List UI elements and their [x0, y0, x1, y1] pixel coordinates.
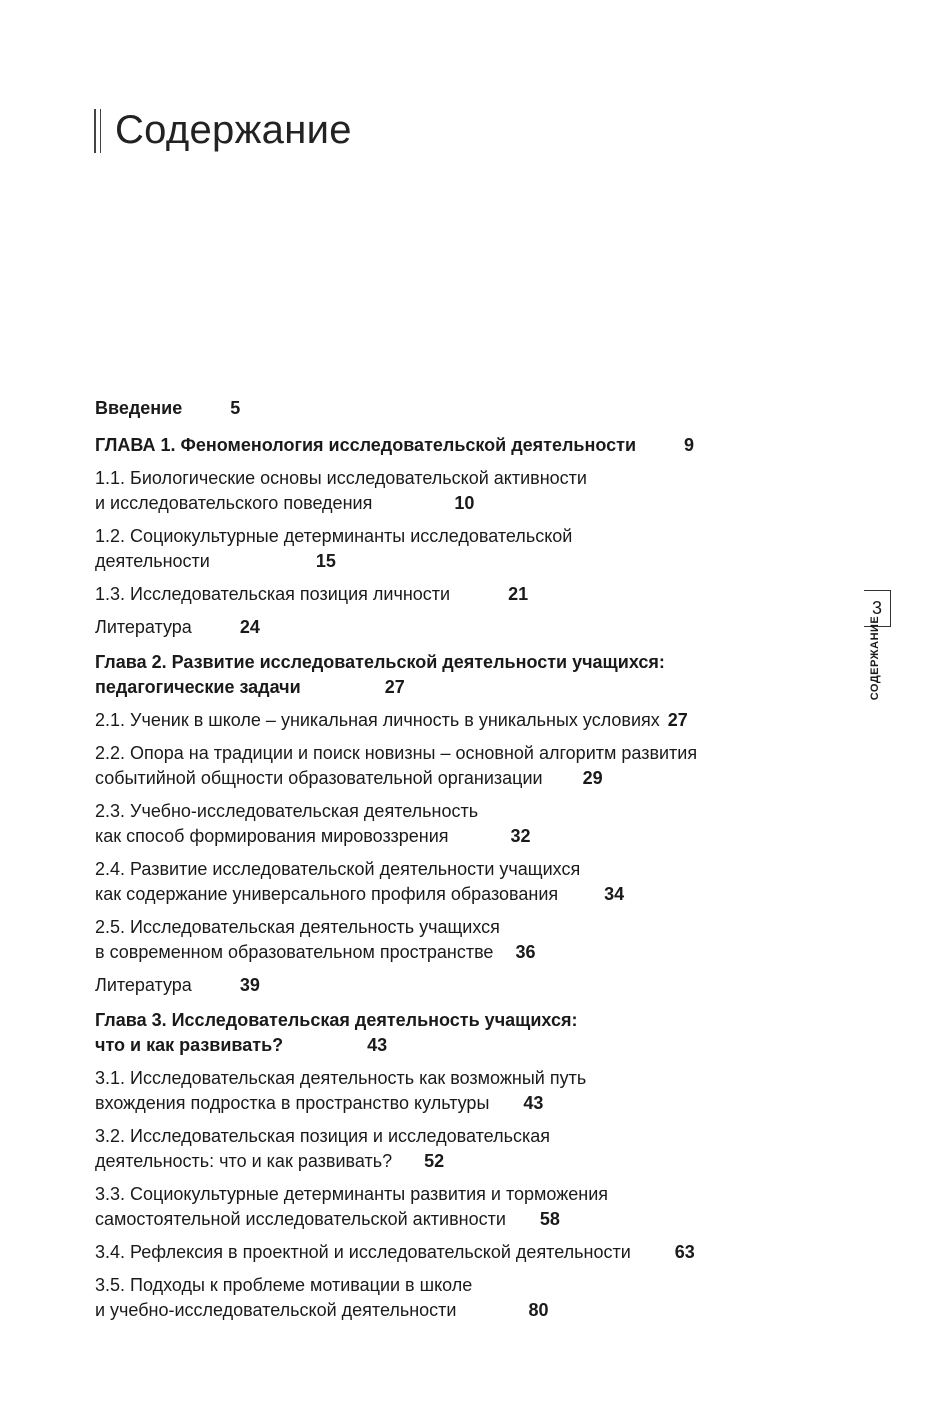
toc-entry-text: самостоятельной исследовательской активности	[95, 1209, 506, 1229]
toc-entry[interactable]	[95, 650, 795, 700]
toc-page-number: 21	[508, 584, 529, 604]
toc-page-number: 27	[667, 710, 688, 730]
toc-entry-text: Литература	[95, 975, 192, 995]
toc-entry-text: и исследовательского поведения	[95, 493, 373, 513]
toc-entry[interactable]	[95, 915, 795, 965]
toc-page-number: 10	[454, 493, 475, 513]
toc-entry-line	[95, 582, 795, 607]
toc-entry-text: 2.5. Исследовательская деятельность учащихся	[95, 917, 500, 937]
toc-entry-line	[95, 1008, 795, 1033]
toc-entry[interactable]	[95, 741, 795, 791]
toc-entry-text: вхождения подростка в пространство культуры	[95, 1093, 490, 1113]
toc-entry[interactable]	[95, 433, 795, 458]
toc-page-number: 15	[315, 551, 336, 571]
toc-entry-line	[95, 1182, 795, 1207]
toc-entry[interactable]	[95, 857, 795, 907]
toc-page-number: 43	[367, 1035, 388, 1055]
toc-entry-line	[95, 708, 795, 733]
toc-entry-line	[95, 396, 795, 421]
toc-page-number: 34	[604, 884, 625, 904]
toc-entry-line	[95, 741, 795, 766]
toc-entry[interactable]	[95, 582, 795, 607]
toc-entry-text: 3.4. Рефлексия в проектной и исследовательской деятельности	[95, 1242, 631, 1262]
toc-entry-text: Введение	[95, 398, 183, 418]
toc-entry-line	[95, 766, 795, 791]
toc-entry-text: 2.3. Учебно-исследовательская деятельность	[95, 801, 479, 821]
toc-entry-line	[95, 491, 795, 516]
toc-entry[interactable]	[95, 1240, 795, 1265]
toc-entry-line	[95, 675, 795, 700]
toc-page-number: 27	[384, 677, 405, 697]
page-title: Содержание	[115, 108, 352, 152]
toc-entry-text: Глава 3. Исследовательская деятельность учащихся:	[95, 1010, 578, 1030]
toc-entry-text: 3.2. Исследовательская позиция и исследовательская	[95, 1126, 550, 1146]
toc-entry-line	[95, 1124, 795, 1149]
toc-entry-line	[95, 973, 795, 998]
toc-entry-line	[95, 1149, 795, 1174]
toc-page-number: 80	[528, 1300, 549, 1320]
toc-entry-line	[95, 882, 795, 907]
toc-entry-line	[95, 650, 795, 675]
toc-entry-line	[95, 915, 795, 940]
side-tab	[862, 590, 892, 720]
toc-entry-text: 2.4. Развитие исследовательской деятельности учащихся	[95, 859, 581, 879]
table-of-contents	[95, 396, 795, 1331]
toc-entry[interactable]	[95, 1066, 795, 1116]
toc-entry-line	[95, 466, 795, 491]
toc-entry-text: как содержание универсального профиля образования	[95, 884, 559, 904]
toc-entry-text: в современном образовательном пространстве	[95, 942, 494, 962]
toc-entry[interactable]	[95, 615, 795, 640]
toc-entry-text: Литература	[95, 617, 192, 637]
toc-page-number: 36	[515, 942, 536, 962]
toc-page-number: 29	[582, 768, 603, 788]
toc-entry-text: что и как развивать?	[95, 1035, 284, 1055]
toc-entry-line	[95, 524, 795, 549]
toc-entry-text: 1.2. Социокультурные детерминанты исследовательской	[95, 526, 573, 546]
toc-entry-line	[95, 1091, 795, 1116]
toc-entry[interactable]	[95, 799, 795, 849]
toc-entry-text: Глава 2. Развитие исследовательской деятельности учащихся:	[95, 652, 665, 672]
toc-entry[interactable]	[95, 1124, 795, 1174]
toc-entry-line	[95, 1033, 795, 1058]
toc-entry-line	[95, 940, 795, 965]
toc-entry-text: 2.1. Ученик в школе – уникальная личность в уникальных условиях	[95, 710, 660, 730]
toc-entry-line	[95, 1207, 795, 1232]
toc-entry-line	[95, 824, 795, 849]
title-marker-bars	[94, 109, 101, 153]
toc-page-number: 9	[684, 435, 695, 455]
toc-entry[interactable]	[95, 1273, 795, 1323]
toc-entry[interactable]	[95, 1008, 795, 1058]
page-number: 3	[871, 598, 882, 618]
toc-page-number: 39	[239, 975, 260, 995]
toc-page-number: 58	[539, 1209, 560, 1229]
toc-entry-text: деятельность: что и как развивать?	[95, 1151, 393, 1171]
toc-entry-line	[95, 1298, 795, 1323]
toc-entry-text: событийной общности образовательной организации	[95, 768, 543, 788]
toc-page-number: 5	[230, 398, 241, 418]
toc-entry-text: деятельности	[95, 551, 210, 571]
page-header	[94, 108, 352, 153]
toc-entry-text: ГЛАВА 1. Феноменология исследовательской деятельности	[95, 435, 637, 455]
toc-entry-line	[95, 1066, 795, 1091]
toc-entry[interactable]	[95, 973, 795, 998]
toc-entry-line	[95, 799, 795, 824]
toc-entry-line	[95, 1273, 795, 1298]
toc-entry-text: 2.2. Опора на традиции и поиск новизны – основной алгоритм развития	[95, 743, 698, 763]
toc-entry-text: 3.5. Подходы к проблеме мотивации в школе	[95, 1275, 473, 1295]
toc-entry-text: 1.3. Исследовательская позиция личности	[95, 584, 451, 604]
toc-page-number: 32	[510, 826, 531, 846]
toc-page-number: 24	[239, 617, 260, 637]
toc-entry-line	[95, 1240, 795, 1265]
toc-entry-line	[95, 549, 795, 574]
toc-entry[interactable]	[95, 708, 795, 733]
toc-entry-text: и учебно-исследовательской деятельности	[95, 1300, 457, 1320]
toc-page-number: 63	[674, 1242, 695, 1262]
toc-entry-text: педагогические задачи	[95, 677, 301, 697]
toc-entry-text: 1.1. Биологические основы исследовательской активности	[95, 468, 587, 488]
toc-entry-text: 3.3. Социокультурные детерминанты развития и торможения	[95, 1184, 609, 1204]
toc-entry[interactable]	[95, 466, 795, 516]
toc-entry-line	[95, 615, 795, 640]
toc-page-number: 52	[424, 1151, 445, 1171]
toc-entry[interactable]	[95, 524, 795, 574]
toc-entry[interactable]	[95, 396, 795, 421]
toc-entry-text: как способ формирования мировоззрения	[95, 826, 449, 846]
toc-entry-text: 3.1. Исследовательская деятельность как возможный путь	[95, 1068, 587, 1088]
running-section-label: СОДЕРЖАНИЕ	[869, 615, 881, 701]
side-tab-top-rule	[864, 590, 890, 591]
toc-entry-line	[95, 857, 795, 882]
toc-entry[interactable]	[95, 1182, 795, 1232]
toc-entry-line	[95, 433, 795, 458]
toc-page-number: 43	[523, 1093, 544, 1113]
